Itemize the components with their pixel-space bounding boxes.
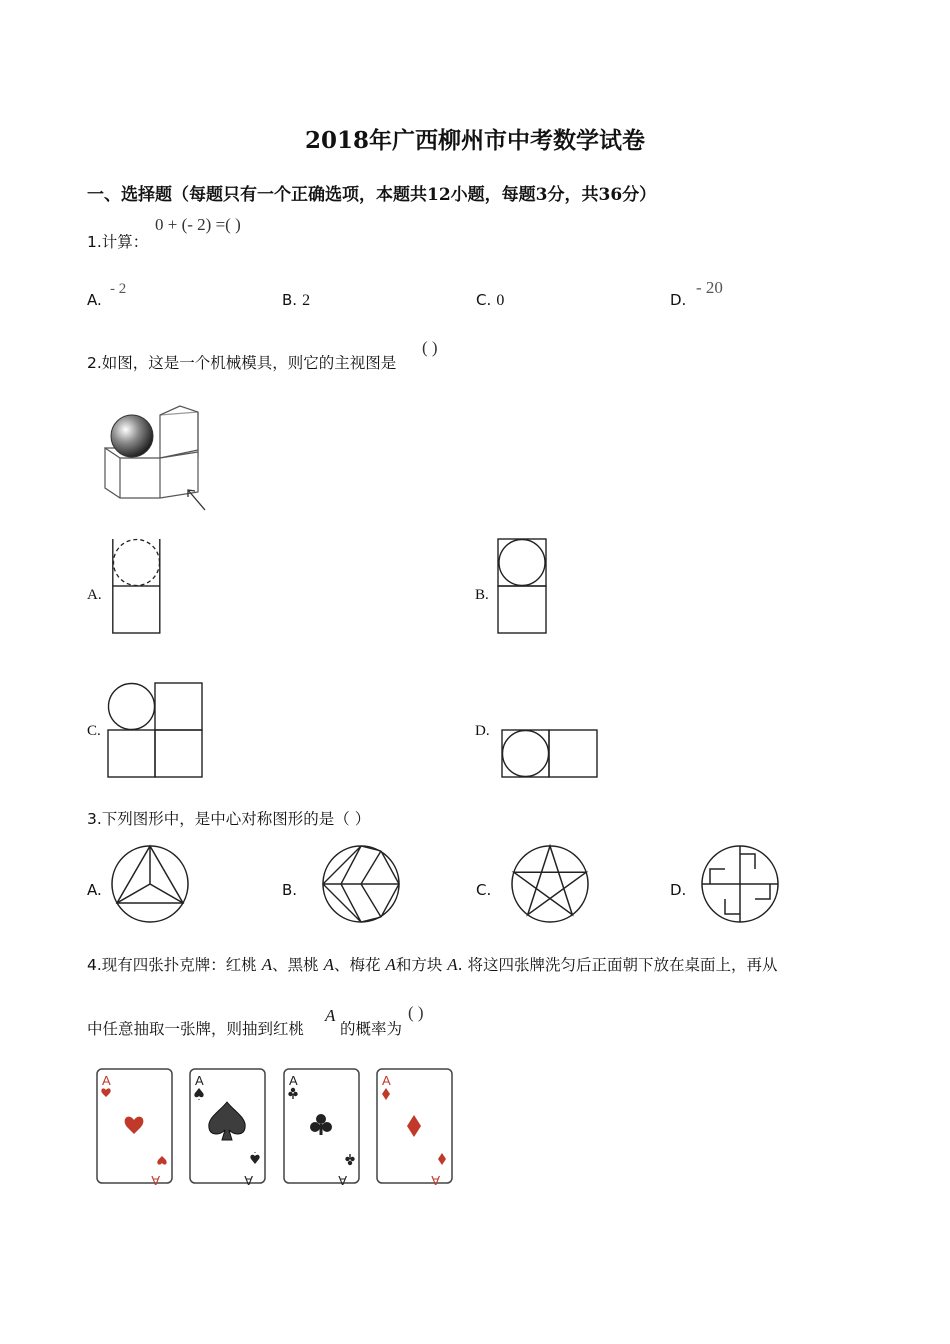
q1-option-b — [282, 290, 310, 310]
option-letter: A. — [87, 291, 102, 309]
option-letter: C. — [476, 291, 492, 309]
q3-option-c-figure — [510, 844, 590, 924]
card-rank: A — [382, 1073, 391, 1088]
q2-option-a-figure — [112, 538, 162, 636]
q1-expression: 0 + (- 2) =( ) — [155, 215, 241, 234]
card-club-a — [283, 1068, 361, 1188]
option-letter: B. — [282, 291, 298, 309]
question-text: 计算： — [101, 233, 149, 251]
q2-option-b-figure — [497, 538, 549, 636]
question-number: 4. — [87, 956, 102, 974]
q2-paren: ( ) — [422, 338, 438, 357]
question-4-line-1 — [87, 953, 778, 975]
q2-option-d-label: D. — [475, 723, 490, 739]
question-number: 2. — [87, 354, 102, 372]
q1-option-a — [87, 290, 102, 309]
q3-option-b-label: B. — [282, 881, 298, 899]
question-text: 、黑桃 — [272, 956, 319, 974]
question-text: . 将这四张牌洗匀后正面朝下放在桌面上，再从 — [457, 956, 778, 974]
card-rank: A — [195, 1073, 204, 1088]
q1-option-d — [670, 290, 686, 309]
option-letter: D. — [670, 291, 687, 309]
question-number: 3. — [87, 810, 102, 828]
question-text: 、梅花 — [333, 956, 381, 974]
svg-text:A: A — [244, 1173, 253, 1188]
card-diamond-a — [376, 1068, 454, 1188]
question-1 — [87, 230, 148, 252]
q2-option-c-figure — [107, 682, 205, 780]
card-letter: A — [447, 955, 458, 974]
svg-text:A: A — [151, 1173, 160, 1188]
option-value: 2 — [302, 292, 311, 309]
q2-option-d-figure — [501, 729, 599, 779]
q3-option-b-figure — [321, 844, 401, 924]
page-title: 2018年广西柳州市中考数学试卷 — [304, 127, 645, 154]
q3-option-a-label: A. — [87, 881, 102, 899]
question-2 — [87, 351, 396, 373]
q2-option-c-label: C. — [87, 723, 101, 739]
card-spade-a — [189, 1068, 267, 1188]
card-letter: A — [261, 955, 273, 974]
card-rank: A — [289, 1073, 298, 1088]
q1-option-d-value: - 20 — [696, 278, 723, 297]
card-letter: A — [325, 1006, 336, 1025]
q2-option-a-label: A. — [87, 587, 102, 603]
question-3 — [87, 807, 370, 829]
question-4-line-2 — [87, 1017, 304, 1039]
section-heading: 一、选择题（每题只有一个正确选项，本题共12小题，每题3分，共36分） — [87, 185, 657, 205]
q1-option-c — [476, 290, 504, 310]
svg-text:A: A — [431, 1173, 440, 1188]
card-letter: A — [323, 955, 334, 974]
card-rank: A — [102, 1073, 111, 1088]
option-value: 0 — [496, 292, 505, 309]
question-text: 如图，这是一个机械模具，则它的主视图是 — [101, 354, 397, 372]
mold-figure — [100, 400, 215, 515]
q3-option-c-label: C. — [476, 881, 492, 899]
question-text: 下列图形中，是中心对称图形的是（ ） — [101, 810, 371, 828]
card-heart-a — [96, 1068, 174, 1188]
question-number: 1. — [87, 233, 102, 251]
q3-option-a-figure — [110, 844, 190, 924]
q1-option-a-value: - 2 — [110, 281, 127, 297]
q4-paren: ( ) — [408, 1003, 424, 1022]
question-text: 和方块 — [395, 956, 443, 974]
q2-option-b-label: B. — [475, 587, 489, 603]
question-text: 现有四张扑克牌：红桃 — [101, 956, 257, 974]
q3-option-d-figure — [700, 844, 780, 924]
svg-text:A: A — [338, 1173, 347, 1188]
card-letter: A — [385, 955, 396, 974]
question-text: 的概率为 — [340, 1020, 403, 1038]
question-text: 中任意抽取一张牌，则抽到红桃 — [87, 1020, 305, 1038]
q3-option-d-label: D. — [670, 881, 687, 899]
